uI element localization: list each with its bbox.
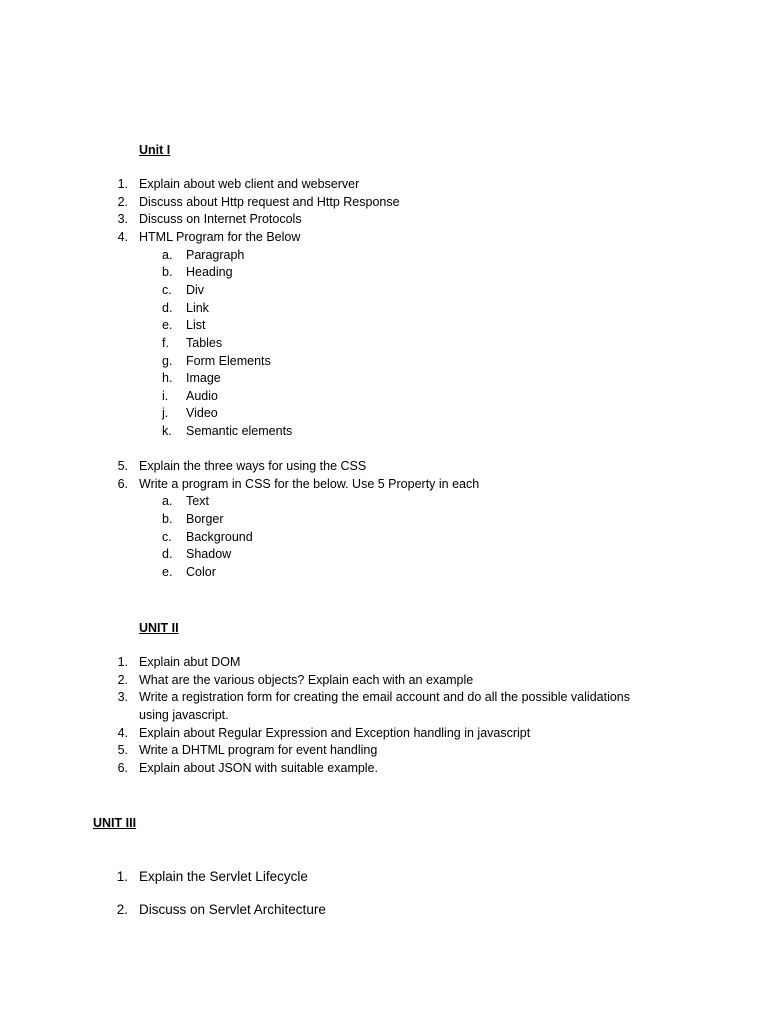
list-item-number: 2.	[116, 902, 128, 917]
list-item-number: 4.	[117, 726, 128, 740]
sub-item: Borger	[186, 512, 224, 526]
sub-item: Semantic elements	[186, 424, 293, 438]
list-item-number: 3.	[117, 212, 128, 226]
sub-item-letter: d.	[162, 301, 173, 315]
list-item: Write a program in CSS for the below. Use 5 Property in each	[139, 477, 480, 491]
sub-item: Form Elements	[186, 354, 271, 368]
sub-item: Tables	[186, 336, 223, 350]
list-item: Explain the three ways for using the CSS	[139, 459, 367, 473]
sub-item: Div	[186, 283, 205, 297]
unit2-heading: UNIT II	[139, 621, 179, 635]
sub-item: Heading	[186, 265, 233, 279]
list-item-number: 5.	[117, 743, 128, 757]
sub-item-letter: b.	[162, 265, 173, 279]
sub-item-letter: j.	[162, 406, 169, 420]
sub-item: Paragraph	[186, 248, 245, 262]
sub-item-letter: k.	[162, 424, 172, 438]
list-item: What are the various objects? Explain each with an example	[139, 673, 474, 687]
sub-item: Shadow	[186, 547, 232, 561]
sub-item: Link	[186, 301, 209, 315]
list-item-continuation: using javascript.	[139, 708, 229, 722]
sub-item-letter: g.	[162, 354, 173, 368]
list-item: Write a DHTML program for event handling	[139, 743, 378, 757]
list-item-number: 6.	[117, 477, 128, 491]
list-item: Write a registration form for creating the email account and do all the possible validations	[139, 690, 630, 704]
list-item-number: 2.	[117, 195, 128, 209]
list-item: Explain about web client and webserver	[139, 177, 360, 191]
list-item: Discuss on Internet Protocols	[139, 212, 302, 226]
list-item-number: 3.	[117, 690, 128, 704]
sub-item-letter: e.	[162, 318, 173, 332]
unit3-heading: UNIT III	[93, 816, 137, 830]
sub-item-letter: a.	[162, 494, 173, 508]
sub-item: Video	[186, 406, 218, 420]
sub-item: Color	[186, 565, 216, 579]
sub-item: Text	[186, 494, 209, 508]
sub-item: Audio	[186, 389, 218, 403]
list-item-number: 2.	[117, 673, 128, 687]
list-item-number: 1.	[116, 869, 128, 884]
list-item: Explain abut DOM	[139, 655, 241, 669]
sub-item-letter: d.	[162, 547, 173, 561]
sub-item: List	[186, 318, 206, 332]
list-item-number: 5.	[117, 459, 128, 473]
sub-item-letter: e.	[162, 565, 173, 579]
list-item: Explain about Regular Expression and Exception handling in javascript	[139, 726, 531, 740]
unit1-heading: Unit I	[139, 143, 171, 157]
list-item-number: 6.	[117, 761, 128, 775]
list-item: Discuss about Http request and Http Response	[139, 195, 400, 209]
list-item: Explain the Servlet Lifecycle	[139, 869, 308, 884]
sub-item-letter: a.	[162, 248, 173, 262]
list-item-number: 1.	[117, 177, 128, 191]
list-item-number: 4.	[117, 230, 128, 244]
sub-item: Image	[186, 371, 221, 385]
sub-item: Background	[186, 530, 253, 544]
sub-item-letter: b.	[162, 512, 173, 526]
list-item-number: 1.	[117, 655, 128, 669]
sub-item-letter: i.	[162, 389, 169, 403]
list-item: Discuss on Servlet Architecture	[139, 902, 326, 917]
list-item: Explain about JSON with suitable example.	[139, 761, 379, 775]
sub-item-letter: h.	[162, 371, 173, 385]
sub-item-letter: c.	[162, 530, 172, 544]
sub-item-letter: c.	[162, 283, 172, 297]
list-item: HTML Program for the Below	[139, 230, 301, 244]
sub-item-letter: f.	[162, 336, 169, 350]
